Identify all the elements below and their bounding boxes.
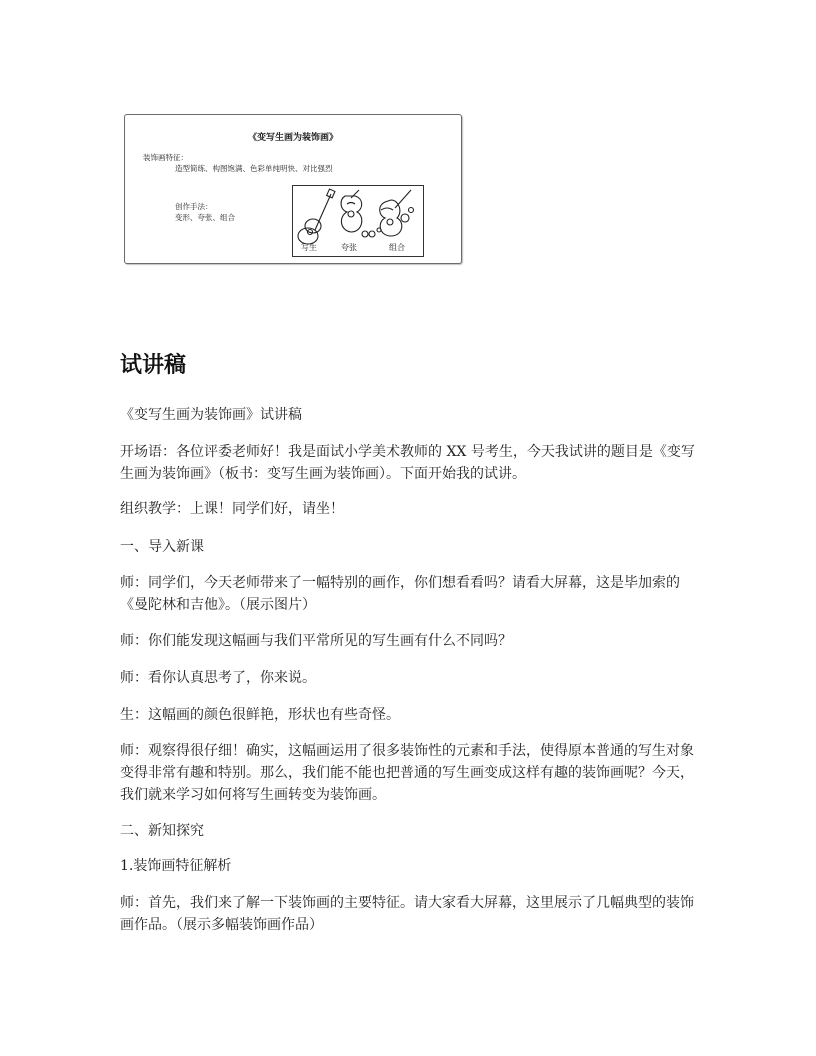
paragraph-student: 生：这幅画的颜色很鲜艳，形状也有些奇怪。 [120,707,400,723]
paragraph-teacher-5: 师：首先，我们来了解一下装饰画的主要特征。请大家看大屏幕，这里展示了几幅典型的装饰画作品。（展示多幅装饰画作品） [120,895,694,933]
caption-exaggerate: 夸张 [341,243,357,252]
paragraph-opening: 开场语：各位评委老师好！我是面试小学美术教师的 XX 号考生，今天我试讲的题目是《变写生画为装饰画》（板书：变写生画为装饰画）。下面开始我的试讲。 [120,444,695,482]
figure-feature-text: 造型简练、构图饱满、色彩单纯明快、对比强烈 [175,164,333,173]
figure-method-label: 创作手法： [175,202,213,211]
figure-method-text: 变形、夸张、组合 [175,213,235,222]
figure-feature-label: 装饰画特征： [143,153,188,162]
paragraph-teacher-4: 师：观察得很仔细！确实，这幅画运用了很多装饰性的元素和手法，使得原本普通的写生对象变得非常有趣和特别。那么，我们能不能也把普通的写生画变成这样有趣的装饰画呢？今天，我们就来学习如何将写生画转变为装饰画。 [120,743,694,803]
paragraph-teacher-2: 师：你们能发现这幅画与我们平常所见的写生画有什么不同吗？ [120,633,512,649]
subsection-heading-features: 1.装饰画特征解析 [120,858,232,874]
paragraph-organize: 组织教学：上课！同学们好，请坐！ [120,501,344,517]
caption-sketch: 写生 [301,243,317,252]
paragraph-subtitle: 《变写生画为装饰画》试讲稿 [120,407,302,423]
document-heading: 试讲稿 [120,353,187,378]
blackboard-figure [124,114,462,264]
section-heading-intro: 一、导入新课 [120,539,204,555]
paragraph-teacher-3: 师：看你认真思考了，你来说。 [120,670,316,686]
section-heading-explore: 二、新知探究 [120,823,204,839]
figure-title: 《变写生画为装饰画》 [247,133,338,143]
paragraph-teacher-1: 师：同学们，今天老师带来了一幅特别的画作，你们想看看吗？请看大屏幕，这是毕加索的《曼陀林和吉他》。（展示图片） [120,575,680,613]
guitar-illustration [292,185,424,257]
caption-combine: 组合 [389,243,405,252]
